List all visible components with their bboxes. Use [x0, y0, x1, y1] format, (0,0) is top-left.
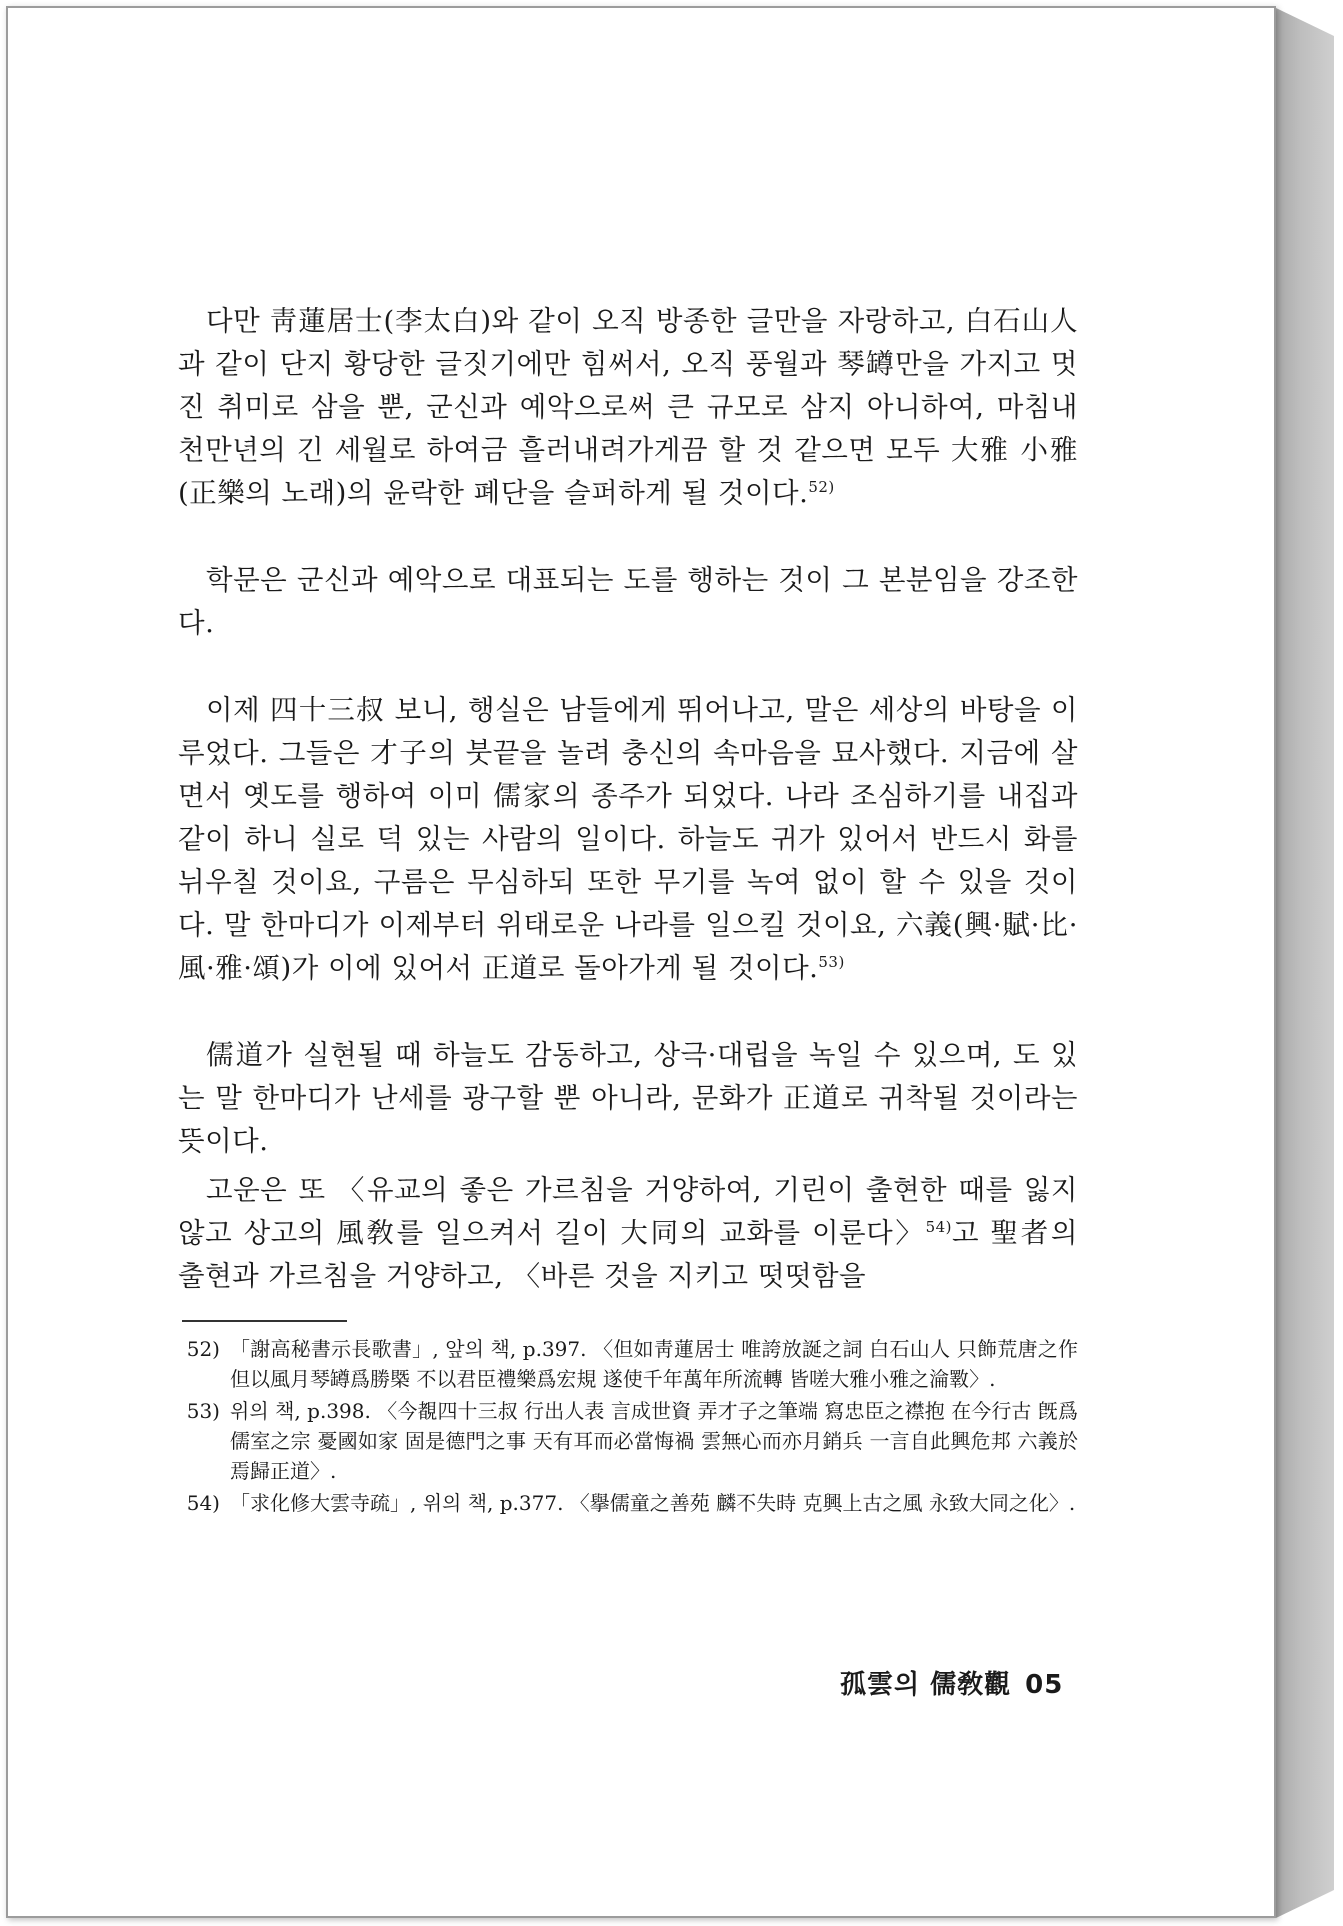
- footnote-53: [178, 1396, 1078, 1486]
- quote-paragraph-1: [178, 300, 1078, 515]
- page-content: [178, 300, 1078, 1520]
- running-footer: [840, 1664, 1080, 1701]
- footnote-ref: 52): [808, 477, 835, 496]
- footnote-number: 52): [186, 1337, 220, 1361]
- document-page: [6, 6, 1276, 1918]
- paragraph-text: 이제 四十三叔 보니, 행실은 남들에게 뛰어나고, 말은 세상의 바탕을 이루었다. 그들은 才子의 붓끝을 놀려 충신의 속마음을 묘사했다. 지금에 살면서 옛도를 행하여 이미 儒家의 종주가 되었다. 나라 조심하기를 내집과 같이 하니 실로 덕 있는 사람의 일이다. 하늘도 귀가 있어서 반드시 화를 뉘우칠 것이요, 구름은 무심하되 또한 무기를 녹여 없이 할 수 있을 것이다. 말 한마디가 이제부터 위태로운 나라를 일으킬 것이요, 六義(興·賦·比·風·雅·頌)가 이에 있어서 正道로 돌아가게 될 것이다.: [178, 694, 1078, 984]
- footnote-text: 위의 책, p.398. 〈今覩四十三叔 行出人表 言成世資 弄才子之筆端 寫忠臣之襟抱 在今行古 旣爲儒室之宗 憂國如家 固是德門之事 天有耳而必當悔禍 雲無心而亦月銷兵 一言自此興危邦 六義於焉歸正道〉.: [230, 1399, 1078, 1483]
- body-paragraph-5: [178, 1169, 1078, 1298]
- body-paragraph-4: 儒道가 실현될 때 하늘도 감동하고, 상극·대립을 녹일 수 있으며, 도 있는 말 한마디가 난세를 광구할 뿐 아니라, 문화가 正道로 귀착될 것이라는 뜻이다.: [178, 1039, 1078, 1157]
- footnote-number: 54): [186, 1491, 220, 1515]
- footnote-ref: 54): [925, 1217, 953, 1236]
- body-paragraph-2: 학문은 군신과 예악으로 대표되는 도를 행하는 것이 그 본분임을 강조한다.: [178, 564, 1078, 639]
- footnote-52: [178, 1334, 1078, 1394]
- page-stack-edge: [1276, 8, 1334, 1918]
- footnote-text: 「謝高秘書示長歌書」, 앞의 책, p.397. 〈但如靑蓮居士 唯誇放誕之詞 白石山人 只飾荒唐之作 但以風月琴罇爲勝槩 不以君臣禮樂爲宏規 遂使千年萬年所流轉 皆嗟大雅小雅之淪斁〉.: [230, 1337, 1078, 1391]
- page-number: 05: [1025, 1670, 1064, 1700]
- quote-paragraph-3: [178, 689, 1078, 990]
- footnote-54: [178, 1488, 1078, 1518]
- footnote-divider: [182, 1320, 347, 1322]
- footnote-ref: 53): [818, 952, 845, 971]
- paragraph-text: 고 聖者의 출현과 가르침을 거양하고, 〈바른 것을 지키고 떳떳함을: [178, 1217, 1078, 1292]
- paragraph-text: 고운은 또 〈유교의 좋은 가르침을 거양하여, 기린이 출현한 때를 잃지 않고 상고의 風敎를 일으켜서 길이 大同의 교화를 이룬다〉: [178, 1174, 1078, 1249]
- running-title: 孤雲의 儒敎觀: [840, 1670, 1012, 1700]
- footnote-text: 「求化修大雲寺疏」, 위의 책, p.377. 〈擧儒童之善苑 麟不失時 克興上古之風 永致大同之化〉.: [230, 1491, 1076, 1515]
- footnote-number: 53): [186, 1399, 220, 1423]
- paragraph-text: 다만 靑蓮居士(李太白)와 같이 오직 방종한 글만을 자랑하고, 白石山人과 같이 단지 황당한 글짓기에만 힘써서, 오직 풍월과 琴罇만을 가지고 멋진 취미로 삼을 뿐, 군신과 예악으로써 큰 규모로 삼지 아니하여, 마침내 천만년의 긴 세월로 하여금 흘러내려가게끔 할 것 같으면 모두 大雅 小雅(正樂의 노래)의 윤락한 폐단을 슬퍼하게 될 것이다.: [178, 305, 1078, 509]
